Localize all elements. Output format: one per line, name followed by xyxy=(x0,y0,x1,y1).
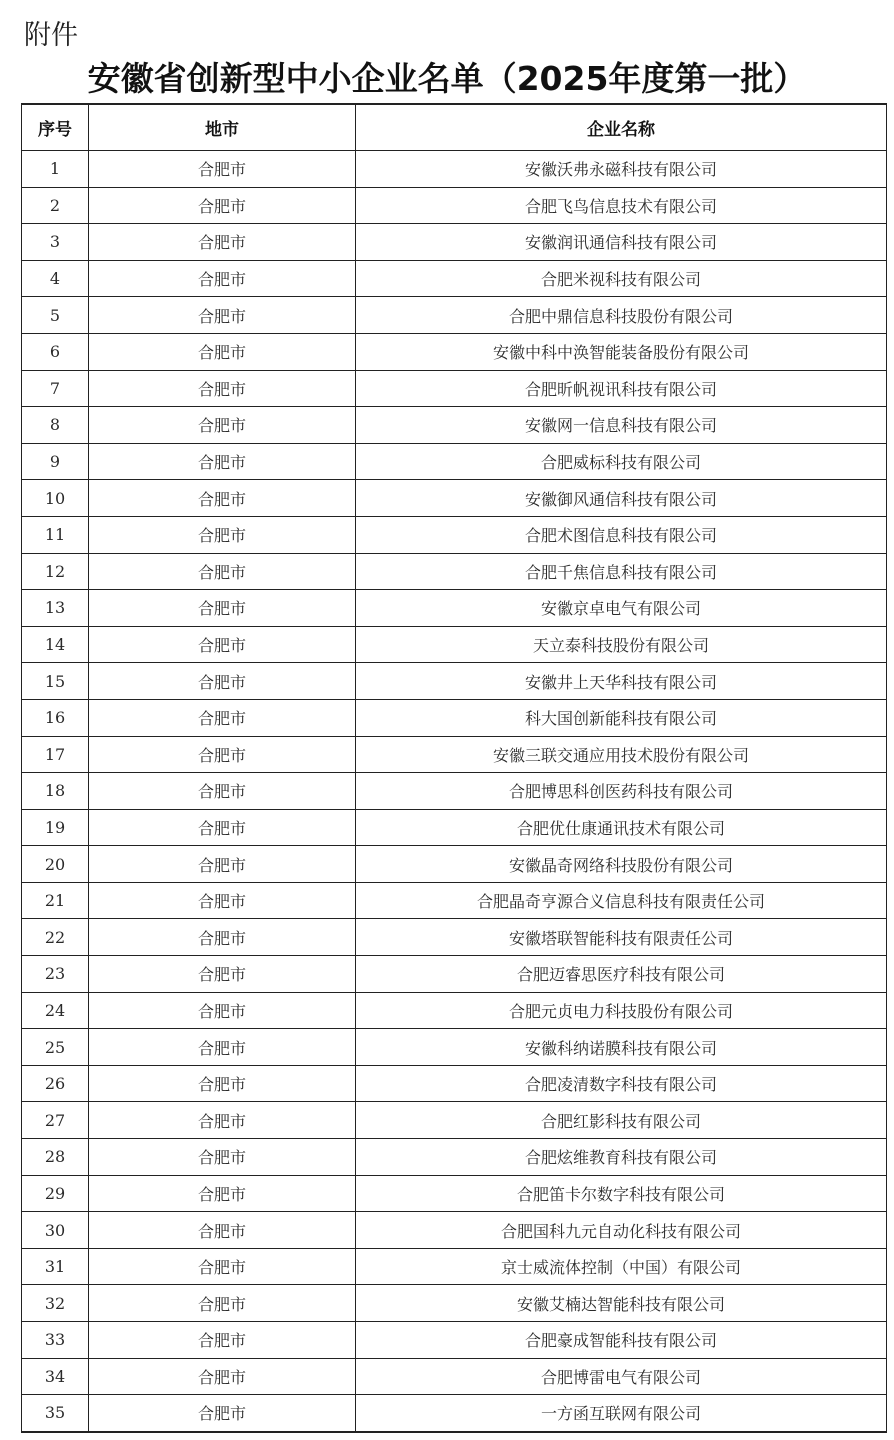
row-company-name: 合肥米视科技有限公司 xyxy=(356,260,887,297)
row-number: 16 xyxy=(22,699,89,736)
row-number: 6 xyxy=(22,333,89,370)
table-row xyxy=(22,699,887,736)
page-title: 安徽省创新型中小企业名单（2025年度第一批） xyxy=(87,59,807,98)
table-row xyxy=(22,919,887,956)
row-company-name: 合肥优仕康通讯技术有限公司 xyxy=(356,809,887,846)
table-row xyxy=(22,1212,887,1249)
row-company-name: 安徽科纳诺膜科技有限公司 xyxy=(356,1029,887,1066)
row-city: 合肥市 xyxy=(89,663,356,700)
row-city: 合肥市 xyxy=(89,919,356,956)
row-number: 4 xyxy=(22,260,89,297)
row-city: 合肥市 xyxy=(89,333,356,370)
row-city: 合肥市 xyxy=(89,151,356,188)
row-city: 合肥市 xyxy=(89,1175,356,1212)
table-row xyxy=(22,626,887,663)
row-city: 合肥市 xyxy=(89,1139,356,1176)
row-city: 合肥市 xyxy=(89,773,356,810)
table-row xyxy=(22,1322,887,1359)
row-city: 合肥市 xyxy=(89,407,356,444)
row-company-name: 合肥晶奇亨源合义信息科技有限责任公司 xyxy=(356,882,887,919)
row-city: 合肥市 xyxy=(89,1212,356,1249)
row-company-name: 安徽京卓电气有限公司 xyxy=(356,590,887,627)
row-city: 合肥市 xyxy=(89,846,356,883)
row-number: 25 xyxy=(22,1029,89,1066)
row-company-name: 合肥术图信息科技有限公司 xyxy=(356,516,887,553)
table-row xyxy=(22,809,887,846)
row-city: 合肥市 xyxy=(89,1358,356,1395)
row-number: 17 xyxy=(22,736,89,773)
row-number: 3 xyxy=(22,224,89,261)
row-number: 30 xyxy=(22,1212,89,1249)
row-number: 34 xyxy=(22,1358,89,1395)
table-body xyxy=(22,151,887,1432)
table-row xyxy=(22,992,887,1029)
row-number: 24 xyxy=(22,992,89,1029)
row-company-name: 京士威流体控制（中国）有限公司 xyxy=(356,1248,887,1285)
table-row xyxy=(22,846,887,883)
row-number: 1 xyxy=(22,151,89,188)
table-row xyxy=(22,1285,887,1322)
row-company-name: 合肥豪成智能科技有限公司 xyxy=(356,1322,887,1359)
row-number: 35 xyxy=(22,1395,89,1432)
table-row xyxy=(22,956,887,993)
table-row xyxy=(22,516,887,553)
table-row xyxy=(22,480,887,517)
row-company-name: 安徽中科中涣智能装备股份有限公司 xyxy=(356,333,887,370)
row-city: 合肥市 xyxy=(89,443,356,480)
row-city: 合肥市 xyxy=(89,553,356,590)
table-row xyxy=(22,1139,887,1176)
row-city: 合肥市 xyxy=(89,699,356,736)
row-city: 合肥市 xyxy=(89,260,356,297)
table-row xyxy=(22,297,887,334)
row-city: 合肥市 xyxy=(89,992,356,1029)
row-number: 8 xyxy=(22,407,89,444)
row-company-name: 安徽塔联智能科技有限责任公司 xyxy=(356,919,887,956)
row-company-name: 合肥博雷电气有限公司 xyxy=(356,1358,887,1395)
row-company-name: 合肥红影科技有限公司 xyxy=(356,1102,887,1139)
row-city: 合肥市 xyxy=(89,297,356,334)
table-header-row xyxy=(22,104,887,151)
table-row xyxy=(22,1175,887,1212)
row-city: 合肥市 xyxy=(89,626,356,663)
row-company-name: 合肥威标科技有限公司 xyxy=(356,443,887,480)
row-company-name: 一方函互联网有限公司 xyxy=(356,1395,887,1432)
table-row xyxy=(22,187,887,224)
table-row xyxy=(22,736,887,773)
row-company-name: 安徽润讯通信科技有限公司 xyxy=(356,224,887,261)
row-city: 合肥市 xyxy=(89,1102,356,1139)
row-company-name: 合肥元贞电力科技股份有限公司 xyxy=(356,992,887,1029)
row-city: 合肥市 xyxy=(89,1029,356,1066)
row-number: 9 xyxy=(22,443,89,480)
row-company-name: 合肥炫维教育科技有限公司 xyxy=(356,1139,887,1176)
header-company: 企业名称 xyxy=(356,104,887,151)
row-company-name: 安徽网一信息科技有限公司 xyxy=(356,407,887,444)
row-company-name: 合肥笛卡尔数字科技有限公司 xyxy=(356,1175,887,1212)
row-company-name: 安徽晶奇网络科技股份有限公司 xyxy=(356,846,887,883)
table-row xyxy=(22,1102,887,1139)
header-city: 地市 xyxy=(89,104,356,151)
row-city: 合肥市 xyxy=(89,809,356,846)
row-company-name: 合肥凌清数字科技有限公司 xyxy=(356,1065,887,1102)
row-number: 22 xyxy=(22,919,89,956)
row-number: 14 xyxy=(22,626,89,663)
row-company-name: 安徽沃弗永磁科技有限公司 xyxy=(356,151,887,188)
row-company-name: 天立泰科技股份有限公司 xyxy=(356,626,887,663)
row-number: 32 xyxy=(22,1285,89,1322)
row-city: 合肥市 xyxy=(89,370,356,407)
row-city: 合肥市 xyxy=(89,882,356,919)
row-city: 合肥市 xyxy=(89,590,356,627)
row-number: 13 xyxy=(22,590,89,627)
row-company-name: 科大国创新能科技有限公司 xyxy=(356,699,887,736)
row-number: 12 xyxy=(22,553,89,590)
row-number: 19 xyxy=(22,809,89,846)
table-row xyxy=(22,663,887,700)
attachment-label: 附件 xyxy=(24,20,78,51)
table-row xyxy=(22,773,887,810)
row-company-name: 合肥迈睿思医疗科技有限公司 xyxy=(356,956,887,993)
row-company-name: 合肥中鼎信息科技股份有限公司 xyxy=(356,297,887,334)
row-company-name: 安徽艾楠达智能科技有限公司 xyxy=(356,1285,887,1322)
row-city: 合肥市 xyxy=(89,1065,356,1102)
table-row xyxy=(22,151,887,188)
row-city: 合肥市 xyxy=(89,736,356,773)
row-number: 2 xyxy=(22,187,89,224)
table-row xyxy=(22,443,887,480)
row-number: 18 xyxy=(22,773,89,810)
row-city: 合肥市 xyxy=(89,1285,356,1322)
table-row xyxy=(22,260,887,297)
table-row xyxy=(22,407,887,444)
table-row xyxy=(22,224,887,261)
table-row xyxy=(22,333,887,370)
row-city: 合肥市 xyxy=(89,956,356,993)
row-city: 合肥市 xyxy=(89,187,356,224)
table-row xyxy=(22,1029,887,1066)
row-number: 7 xyxy=(22,370,89,407)
row-city: 合肥市 xyxy=(89,1248,356,1285)
row-city: 合肥市 xyxy=(89,516,356,553)
table-row xyxy=(22,1395,887,1432)
row-number: 10 xyxy=(22,480,89,517)
row-company-name: 合肥博思科创医药科技有限公司 xyxy=(356,773,887,810)
row-number: 29 xyxy=(22,1175,89,1212)
row-number: 27 xyxy=(22,1102,89,1139)
row-company-name: 合肥国科九元自动化科技有限公司 xyxy=(356,1212,887,1249)
table-row xyxy=(22,370,887,407)
row-company-name: 安徽御风通信科技有限公司 xyxy=(356,480,887,517)
table-row xyxy=(22,1358,887,1395)
row-number: 21 xyxy=(22,882,89,919)
enterprise-list-table xyxy=(21,103,887,1433)
row-number: 26 xyxy=(22,1065,89,1102)
row-city: 合肥市 xyxy=(89,1395,356,1432)
header-number: 序号 xyxy=(22,104,89,151)
table-row xyxy=(22,1248,887,1285)
row-number: 5 xyxy=(22,297,89,334)
row-number: 31 xyxy=(22,1248,89,1285)
row-number: 28 xyxy=(22,1139,89,1176)
row-company-name: 安徽三联交通应用技术股份有限公司 xyxy=(356,736,887,773)
table-row xyxy=(22,882,887,919)
row-city: 合肥市 xyxy=(89,480,356,517)
table-row xyxy=(22,590,887,627)
row-city: 合肥市 xyxy=(89,1322,356,1359)
row-city: 合肥市 xyxy=(89,224,356,261)
row-number: 20 xyxy=(22,846,89,883)
row-number: 11 xyxy=(22,516,89,553)
row-number: 15 xyxy=(22,663,89,700)
row-number: 23 xyxy=(22,956,89,993)
row-company-name: 合肥昕帆视讯科技有限公司 xyxy=(356,370,887,407)
row-number: 33 xyxy=(22,1322,89,1359)
row-company-name: 安徽井上天华科技有限公司 xyxy=(356,663,887,700)
row-company-name: 合肥千焦信息科技有限公司 xyxy=(356,553,887,590)
table-row xyxy=(22,553,887,590)
row-company-name: 合肥飞鸟信息技术有限公司 xyxy=(356,187,887,224)
table-row xyxy=(22,1065,887,1102)
